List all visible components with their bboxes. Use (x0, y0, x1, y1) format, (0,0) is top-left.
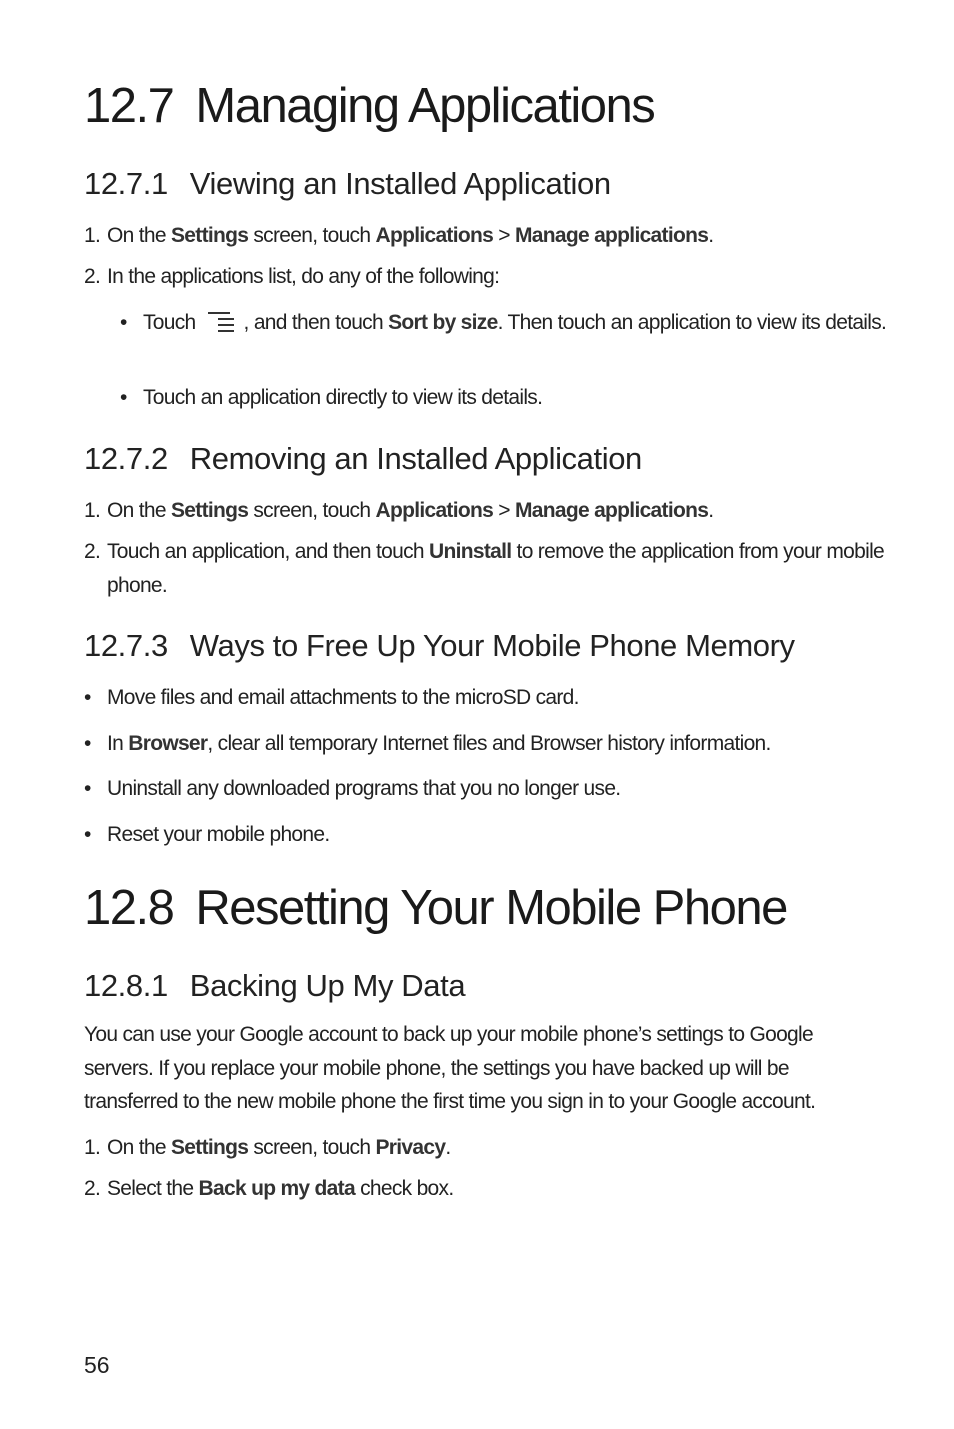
bullet-item: • Move files and email attachments to the microSD card. (84, 686, 579, 709)
subsection-heading-12-7-2: 12.7.2 Removing an Installed Application (84, 441, 642, 476)
section-heading-12-8: 12.8 Resetting Your Mobile Phone (84, 881, 787, 935)
step-1: 1. On the Settings screen, touch Applications > Manage applications. (84, 499, 714, 522)
subsection-heading-12-7-1: 12.7.1 Viewing an Installed Application (84, 166, 611, 201)
menu-icon (208, 311, 234, 333)
step-1: 1. On the Settings screen, touch Applications > Manage applications. (84, 224, 714, 247)
step-1: 1. On the Settings screen, touch Privacy. (84, 1136, 451, 1159)
step-2: 2. Select the Back up my data check box. (84, 1177, 454, 1200)
bullet-item: • Reset your mobile phone. (84, 823, 330, 846)
bullet-touch-directly: • Touch an application directly to view its details. (120, 386, 543, 409)
page-number: 56 (84, 1352, 110, 1378)
bullet-sort-by-size: • Touch , and then touch Sort by size. Then touch an application to view its details. (120, 311, 887, 334)
bullet-item: • In Browser, clear all temporary Internet files and Browser history information. (84, 732, 771, 755)
bullet-item: • Uninstall any downloaded programs that you no longer use. (84, 777, 621, 800)
subsection-heading-12-7-3: 12.7.3 Ways to Free Up Your Mobile Phone Memory (84, 628, 795, 663)
subsection-heading-12-8-1: 12.8.1 Backing Up My Data (84, 968, 466, 1003)
backup-description: You can use your Google account to back up your mobile phone’s settings to Google servers. If you replace your mobile phone, the settings you have backed up will be transferred to the new mobile phone the first time you sign in to your Google account. (84, 1023, 816, 1113)
step-2: 2. Touch an application, and then touch Uninstall to remove the application from your mobile phone. (84, 540, 885, 597)
step-2: 2. In the applications list, do any of the following: (84, 265, 500, 288)
section-heading-12-7: 12.7 Managing Applications (84, 79, 655, 133)
